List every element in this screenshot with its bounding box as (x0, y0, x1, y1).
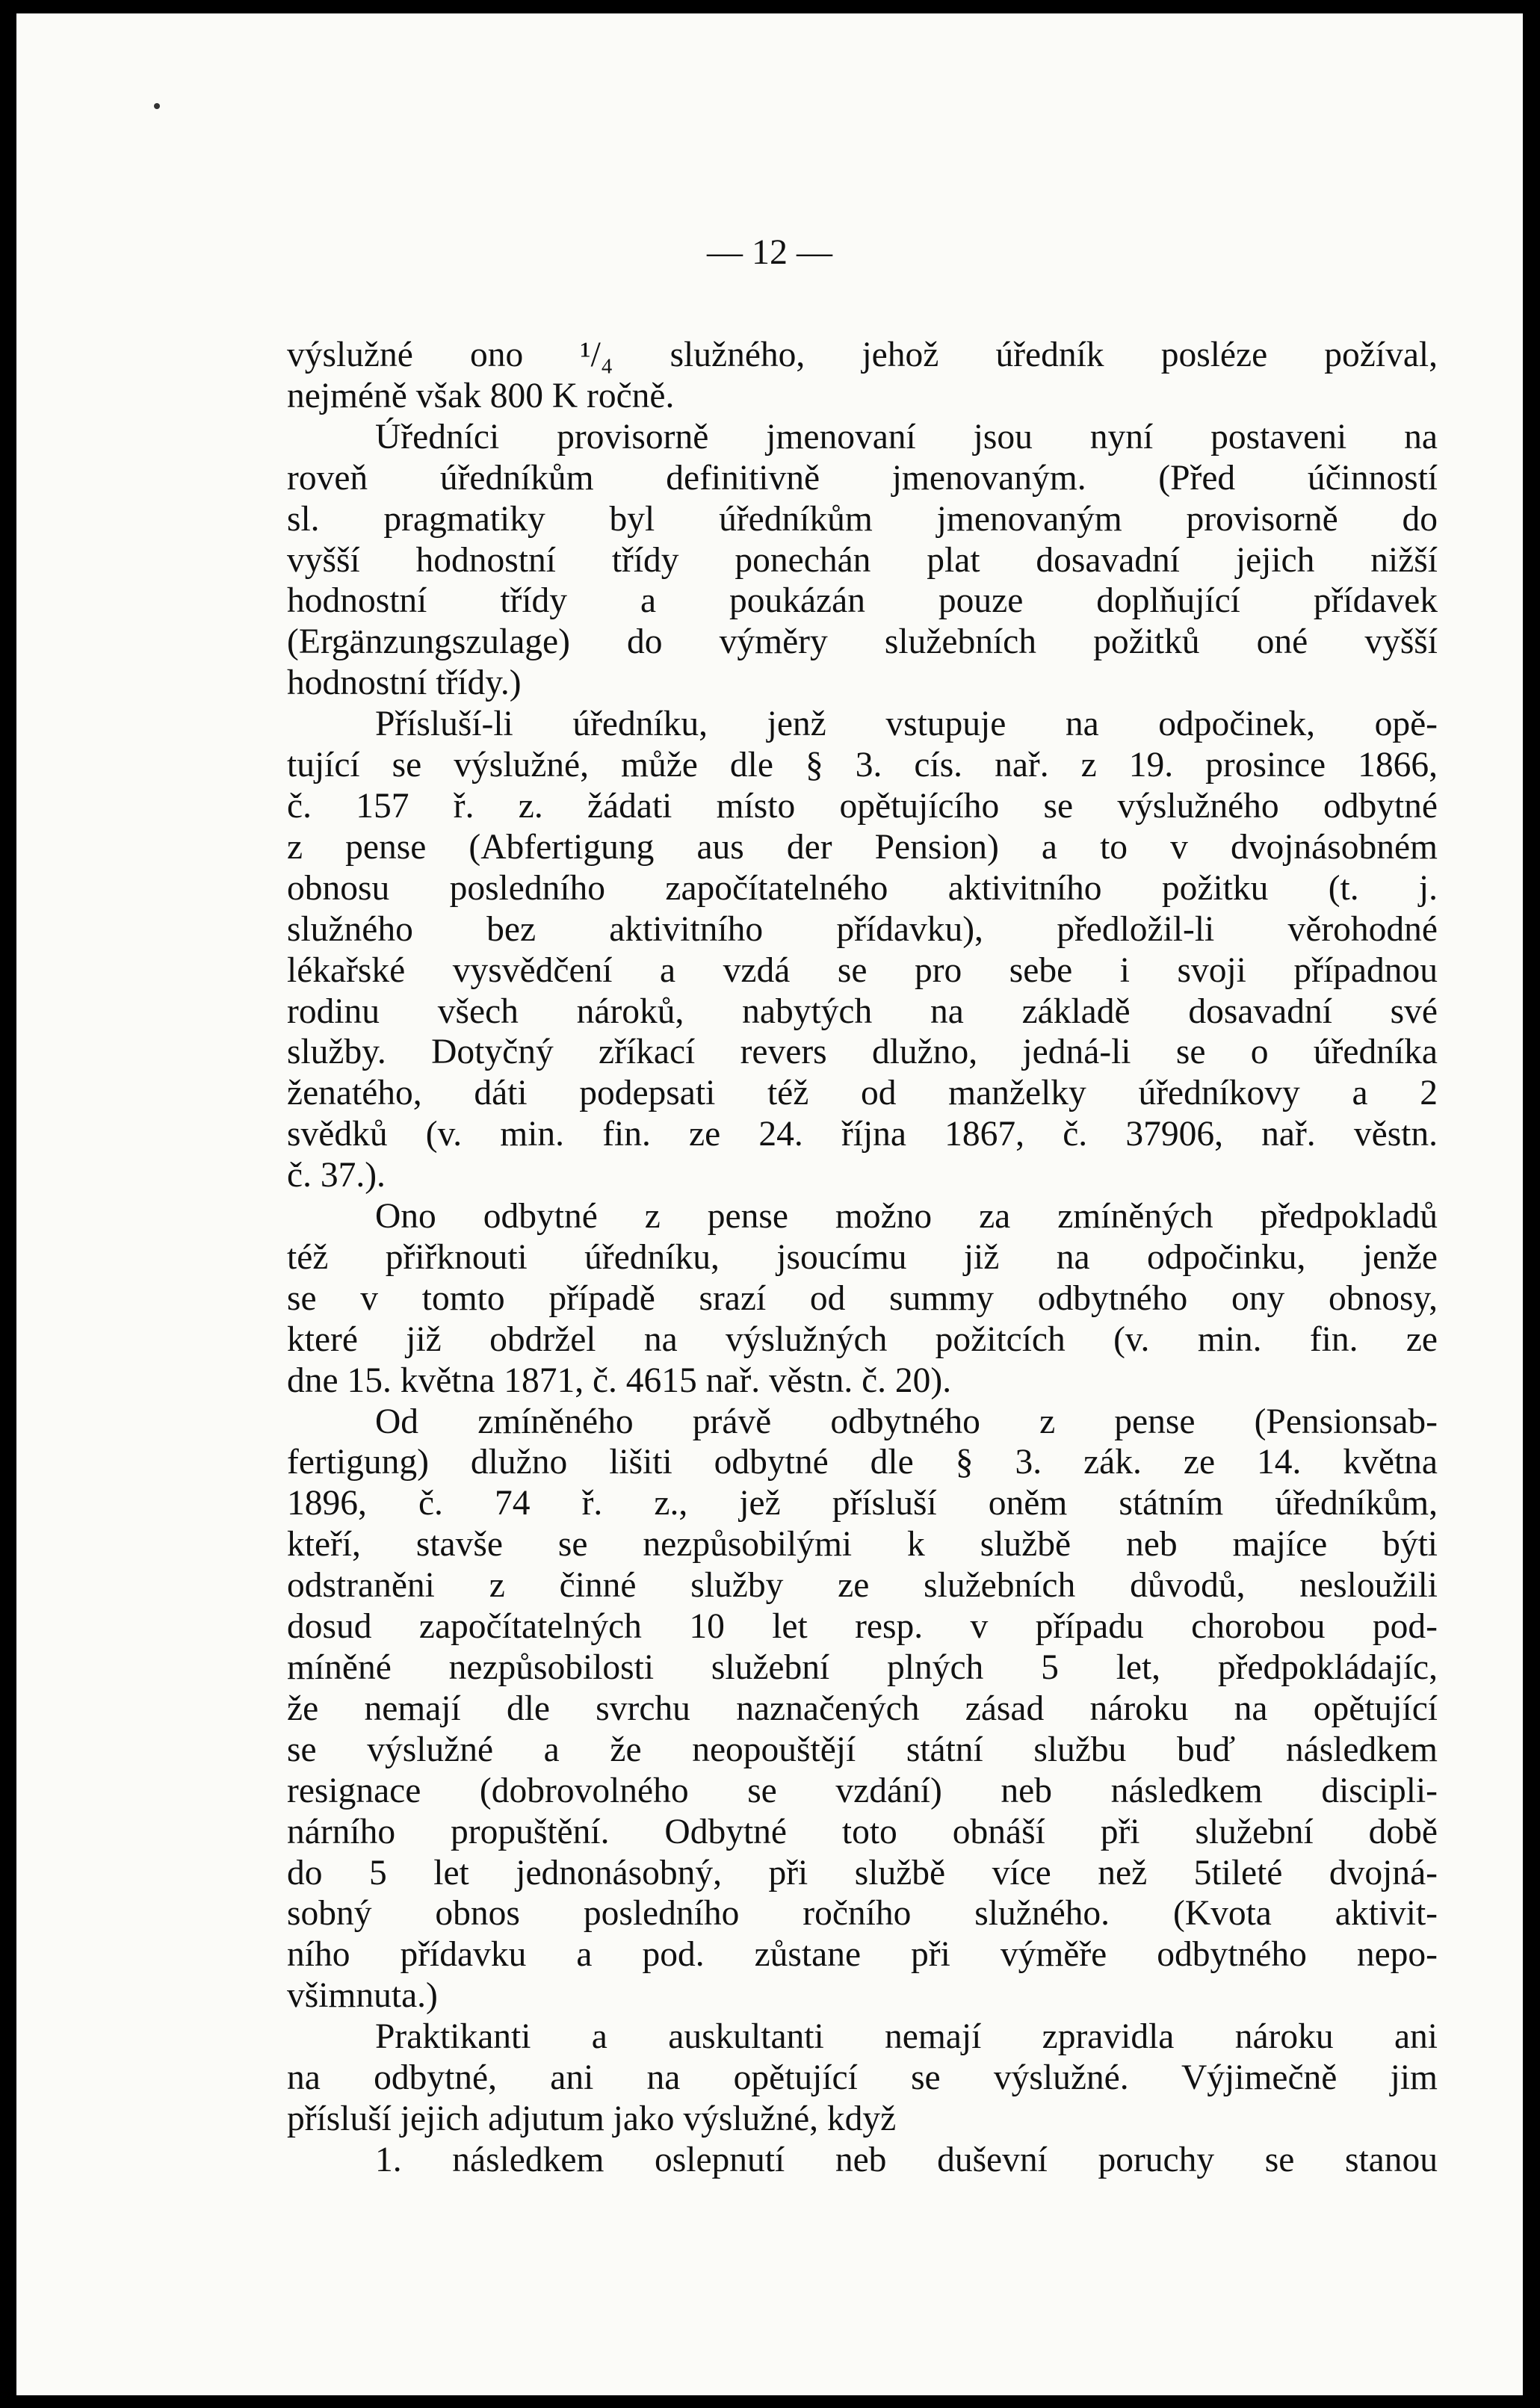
text-line: přísluší jejich adjutum jako výslužné, když (287, 2099, 897, 2138)
text-line: rodinu všech nároků, nabytých na základě dosavadní své (287, 991, 1438, 1031)
text-line: výslužné ono ¹/₄ služného, jehož úředník posléze požíval, (287, 335, 1438, 374)
paragraph (287, 704, 1438, 1196)
text-line: do 5 let jednonásobný, při službě více než 5tileté dvojná- (287, 1853, 1438, 1892)
text-line: tující se výslužné, může dle § 3. cís. nař. z 19. prosince 1866, (287, 746, 1438, 785)
text-line: že nemají dle svrchu naznačených zásad nároku na opětující (287, 1689, 1438, 1728)
text-line: hodnostní třídy a poukázán pouze doplňující přídavek (287, 581, 1438, 621)
text-line: služného bez aktivitního přídavku), předložil-li věrohodné (287, 909, 1438, 949)
text-line: Ono odbytné z pense možno za zmíněných předpokladů (375, 1197, 1438, 1237)
text-line: dosud započítatelných 10 let resp. v případu chorobou pod- (287, 1607, 1438, 1647)
text-line: se v tomto případě srazí od summy odbytného ony obnosy, (287, 1278, 1438, 1318)
text-line: Úředníci provisorně jmenovaní jsou nyní postaveni na (375, 417, 1438, 456)
text-line: nárního propuštění. Odbytné toto obnáší při služební době (287, 1812, 1438, 1851)
text-line: dne 15. května 1871, č. 4615 nař. věstn. č. 20). (287, 1361, 952, 1400)
text-line: ženatého, dáti podepsati též od manželky úředníkovy a 2 (287, 1074, 1438, 1113)
text-line: (Ergänzungszulage) do výměry služebních požitků oné vyšší (287, 622, 1438, 662)
paragraph (287, 1402, 1438, 2017)
text-line: 1896, č. 74 ř. z., jež přísluší oněm státním úředníkům, (287, 1484, 1438, 1523)
text-line: Přísluší-li úředníku, jenž vstupuje na odpočinek, opě- (375, 705, 1438, 744)
text-line: Praktikanti a auskultanti nemají zpravidla nároku ani (375, 2017, 1438, 2057)
text-line: též přiřknouti úředníku, jsoucímu již na odpočinku, jenže (287, 1237, 1438, 1277)
text-line: lékařské vysvědčení a vzdá se pro sebe i svoji případnou (287, 950, 1438, 990)
text-line: resignace (dobrovolného se vzdání) neb následkem discipli- (287, 1771, 1438, 1810)
text-line: č. 37.). (287, 1156, 386, 1195)
text-line: které již obdržel na výslužných požitcích (v. min. fin. ze (287, 1319, 1438, 1359)
text-line: č. 157 ř. z. žádati místo opětujícího se výslužného odbytné (287, 786, 1438, 826)
paragraph (287, 1196, 1438, 1402)
text-line: obnosu posledního započítatelného aktivitního požitku (t. j. (287, 868, 1438, 908)
body-text (287, 335, 1438, 2181)
text-line: služby. Dotyčný zříkací revers dlužno, jedná-li se o úředníka (287, 1033, 1438, 1072)
paragraph (287, 2140, 1438, 2181)
text-line: na odbytné, ani na opětující se výslužné. Výjimečně jim (287, 2058, 1438, 2098)
page-number: — 12 — (707, 232, 832, 272)
text-line: míněné nezpůsobilosti služební plných 5 let, předpokládajíc, (287, 1648, 1438, 1687)
text-line: všimnuta.) (287, 1976, 438, 2016)
paragraph (287, 2017, 1438, 2140)
text-line: odstraněni z činné služby ze služebních důvodů, nesloužili (287, 1566, 1438, 1606)
paragraph (287, 335, 1438, 417)
text-line: ního přídavku a pod. zůstane při výměře odbytného nepo- (287, 1935, 1438, 1975)
text-line: sobný obnos posledního ročního služného. (Kvota aktivit- (287, 1894, 1438, 1934)
text-line: fertigung) dlužno lišiti odbytné dle § 3. zák. ze 14. května (287, 1443, 1438, 1482)
text-line: z pense (Abfertigung aus der Pension) a to v dvojnásobném (287, 827, 1438, 867)
text-line: se výslužné a že neopouštějí státní službu buď následkem (287, 1730, 1438, 1769)
text-line: svědků (v. min. fin. ze 24. října 1867, č. 37906, nař. věstn. (287, 1115, 1438, 1154)
print-speck (154, 103, 160, 109)
text-line: kteří, stavše se nezpůsobilými k službě neb majíce býti (287, 1525, 1438, 1564)
book-page (16, 13, 1523, 2395)
text-line: hodnostní třídy.) (287, 663, 522, 703)
text-line: 1. následkem oslepnutí neb duševní poruchy se stanou (375, 2140, 1438, 2179)
text-line: nejméně však 800 K ročně. (287, 376, 675, 415)
text-line: vyšší hodnostní třídy ponechán plat dosavadní jejich nižší (287, 540, 1438, 580)
text-line: sl. pragmatiky byl úředníkům jmenovaným provisorně do (287, 499, 1438, 539)
paragraph (287, 417, 1438, 704)
text-line: Od zmíněného právě odbytného z pense (Pensionsab- (375, 1402, 1438, 1441)
text-line: roveň úředníkům definitivně jmenovaným. (Před účinností (287, 458, 1438, 498)
